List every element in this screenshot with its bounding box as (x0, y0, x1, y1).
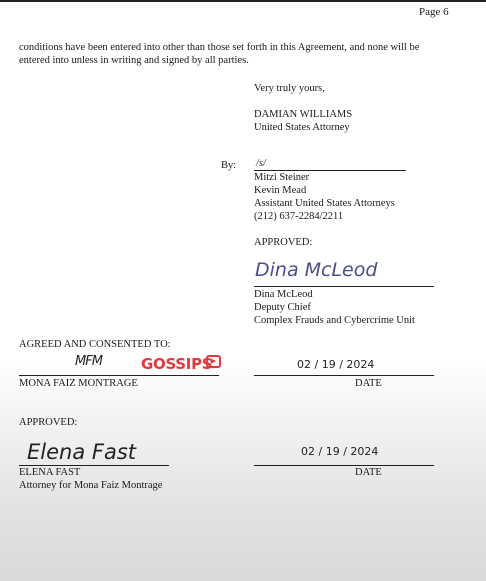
page-number: Page 6 (419, 6, 449, 18)
approver-name: Dina McLeod (254, 289, 313, 300)
defendant-date-label: DATE (355, 378, 382, 389)
signer-title: Assistant United States Attorneys (254, 198, 395, 209)
approver-signature: Dina McLeod (255, 259, 378, 281)
counsel-title: Attorney for Mona Faiz Montrage (19, 480, 163, 491)
signer-1: Mitzi Steiner (254, 172, 310, 183)
defendant-date-line (254, 375, 434, 376)
by-label: By: (221, 160, 237, 171)
tv-icon: ▶ (206, 355, 221, 368)
closing: Very truly yours, (254, 83, 325, 94)
watermark-logo: GOSSIPS (141, 355, 213, 373)
approved-label-1: APPROVED: (254, 237, 313, 248)
signer-2: Kevin Mead (254, 185, 307, 196)
defendant-date: 02 / 19 / 2024 (297, 358, 375, 371)
sender-name: DAMIAN WILLIAMS (254, 109, 353, 120)
approved-label-2: APPROVED: (19, 417, 78, 428)
counsel-date-label: DATE (355, 467, 382, 478)
signature-mark: /s/ (256, 158, 266, 169)
counsel-date-line (254, 465, 434, 466)
defendant-signature-line (19, 375, 219, 376)
signer-phone: (212) 637-2284/2211 (254, 211, 344, 222)
approver-signature-line (254, 286, 434, 287)
body-line-1: conditions have been entered into other than those set forth in this Agreement, and none will be (19, 42, 420, 53)
approver-unit: Complex Frauds and Cybercrime Unit (254, 315, 415, 326)
top-border (0, 0, 486, 2)
counsel-name: ELENA FAST (19, 467, 81, 478)
body-line-2: entered into unless in writing and signed by all parties. (19, 55, 249, 66)
counsel-date: 02 / 19 / 2024 (301, 445, 379, 458)
defendant-signature: MFM (75, 354, 102, 369)
approver-title: Deputy Chief (254, 302, 311, 313)
sender-title: United States Attorney (254, 122, 350, 133)
agreed-label: AGREED AND CONSENTED TO: (19, 339, 171, 350)
defendant-name: MONA FAIZ MONTRAGE (19, 378, 138, 389)
counsel-signature: Elena Fast (27, 440, 136, 464)
